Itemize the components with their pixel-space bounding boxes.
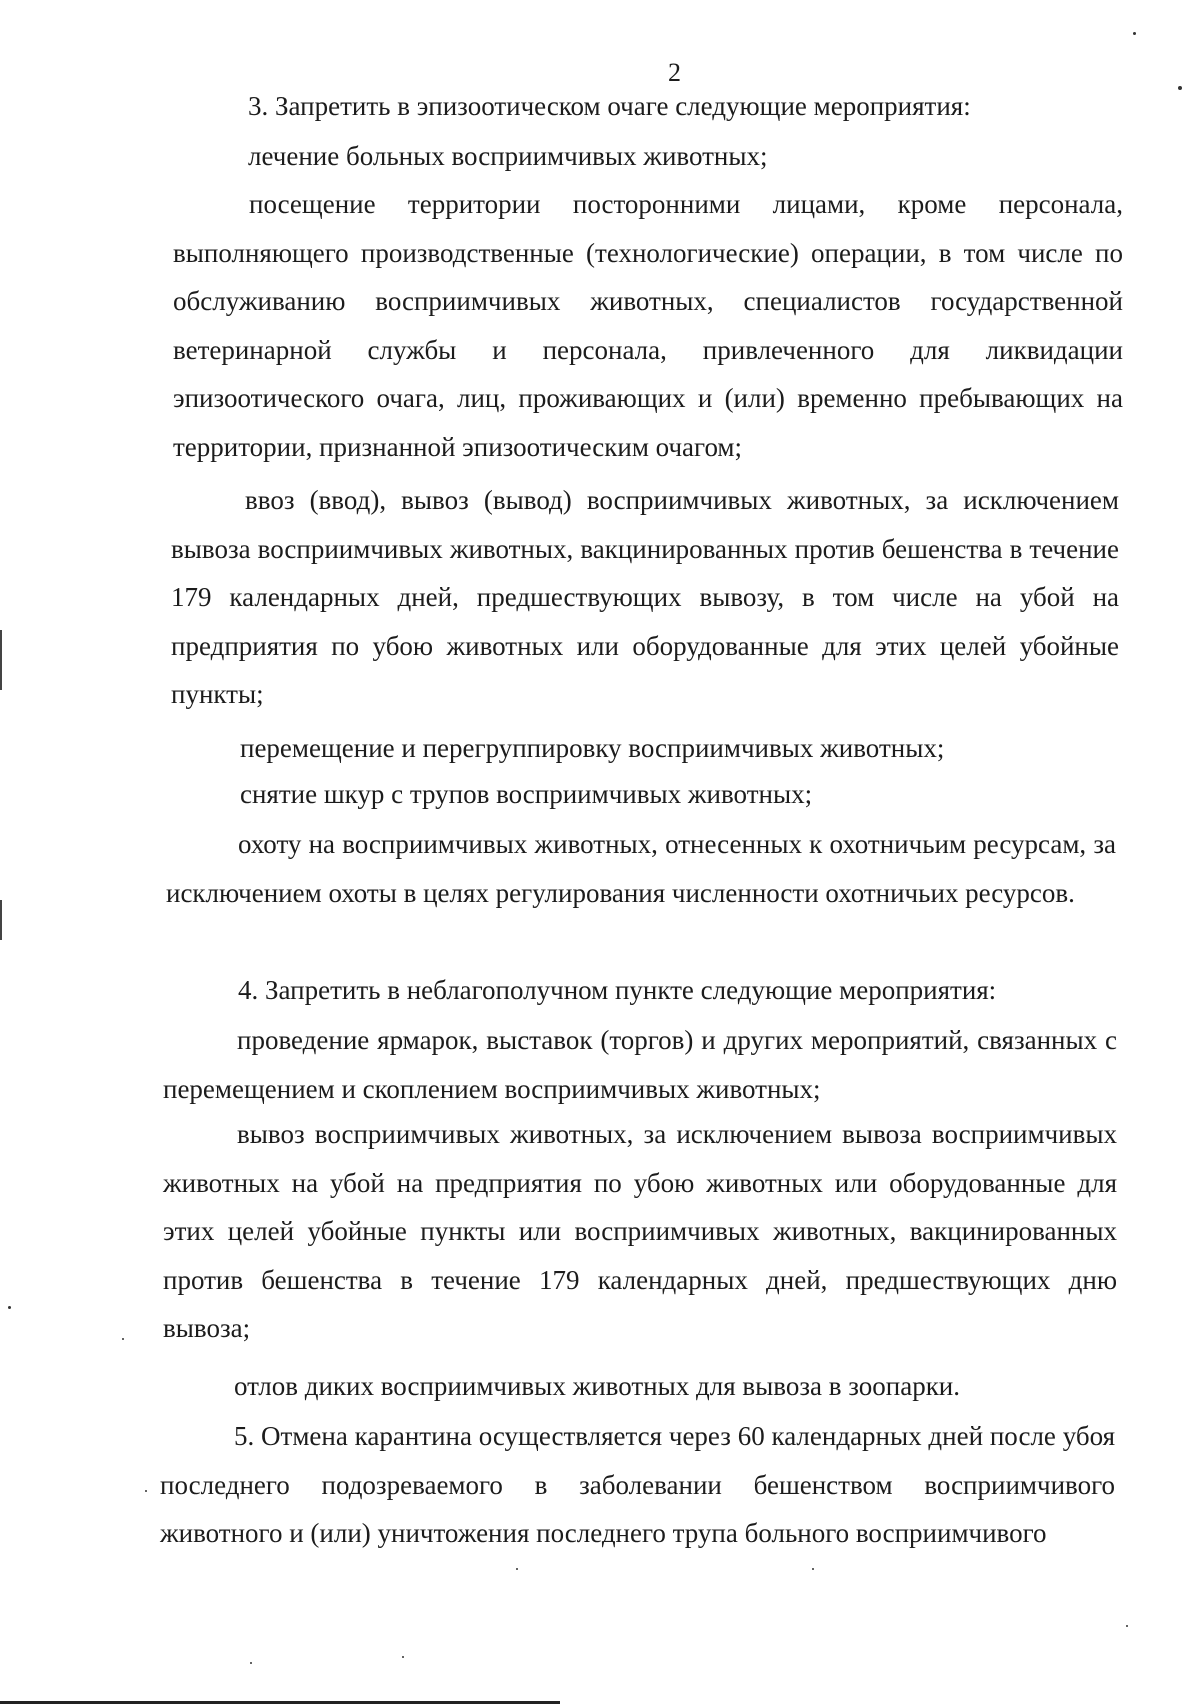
paragraph-visit-ban: посещение территории посторонними лицами, кроме персонала, выполняющего производственные (технологические) операции, в том числе по обслуживанию восприимчивых животных, специалистов государственной ветеринарной службы и персонала, привлеченного для ликвидации эпизоотического очага, лиц, проживающих и (или) временно пребывающих на территории, признанной эпизоотическим очагом; xyxy=(173,189,1123,462)
paragraph-import-export-ban: ввоз (ввод), вывоз (вывод) восприимчивых животных, за исключением вывоза восприимчивых животных, вакцинированных против бешенства в течение 179 календарных дней, предшествующих вывозу, в том числе на убой на предприятия по убою животных или оборудованные для этих целей убойные пункты; xyxy=(171,485,1119,709)
paragraph-skinning-ban: снятие шкур с трупов восприимчивых животных; xyxy=(240,779,813,809)
paragraph-fairs-ban: проведение ярмарок, выставок (торгов) и других мероприятий, связанных с перемещением и скоплением восприимчивых животных; xyxy=(163,1025,1117,1104)
paragraph-export-ban: вывоз восприимчивых животных, за исключением вывоза восприимчивых животных на убой на предприятия по убою животных или оборудованные для этих целей убойные пункты или восприимчивых животных, вакцинированных против бешенства в течение 179 календарных дней, предшествующих дню вывоза; xyxy=(163,1119,1117,1343)
paragraph-item-5: 5. Отмена карантина осуществляется через 60 календарных дней после убоя последнего подозреваемого в заболевании бешенством восприимчивого животного и (или) уничтожения последнего трупа больного восприимчивого xyxy=(160,1421,1115,1548)
scan-edge-mark xyxy=(0,630,2,690)
scan-edge-mark xyxy=(0,900,2,940)
paragraph-capture-ban: отлов диких восприимчивых животных для вывоза в зоопарки. xyxy=(234,1371,961,1401)
paragraph-item-3: 3. Запретить в эпизоотическом очаге следующие мероприятия: xyxy=(248,91,971,121)
paragraph-hunting-ban: охоту на восприимчивых животных, отнесенных к охотничьим ресурсам, за исключением охоты в целях регулирования численности охотничьих ресурсов. xyxy=(166,829,1116,908)
page-number: 2 xyxy=(668,58,681,87)
paragraph-item-4: 4. Запретить в неблагополучном пункте следующие мероприятия: xyxy=(238,975,997,1005)
paragraph-regrouping-ban: перемещение и перегруппировку восприимчивых животных; xyxy=(240,733,945,763)
paragraph-treatment-ban: лечение больных восприимчивых животных; xyxy=(248,141,768,171)
